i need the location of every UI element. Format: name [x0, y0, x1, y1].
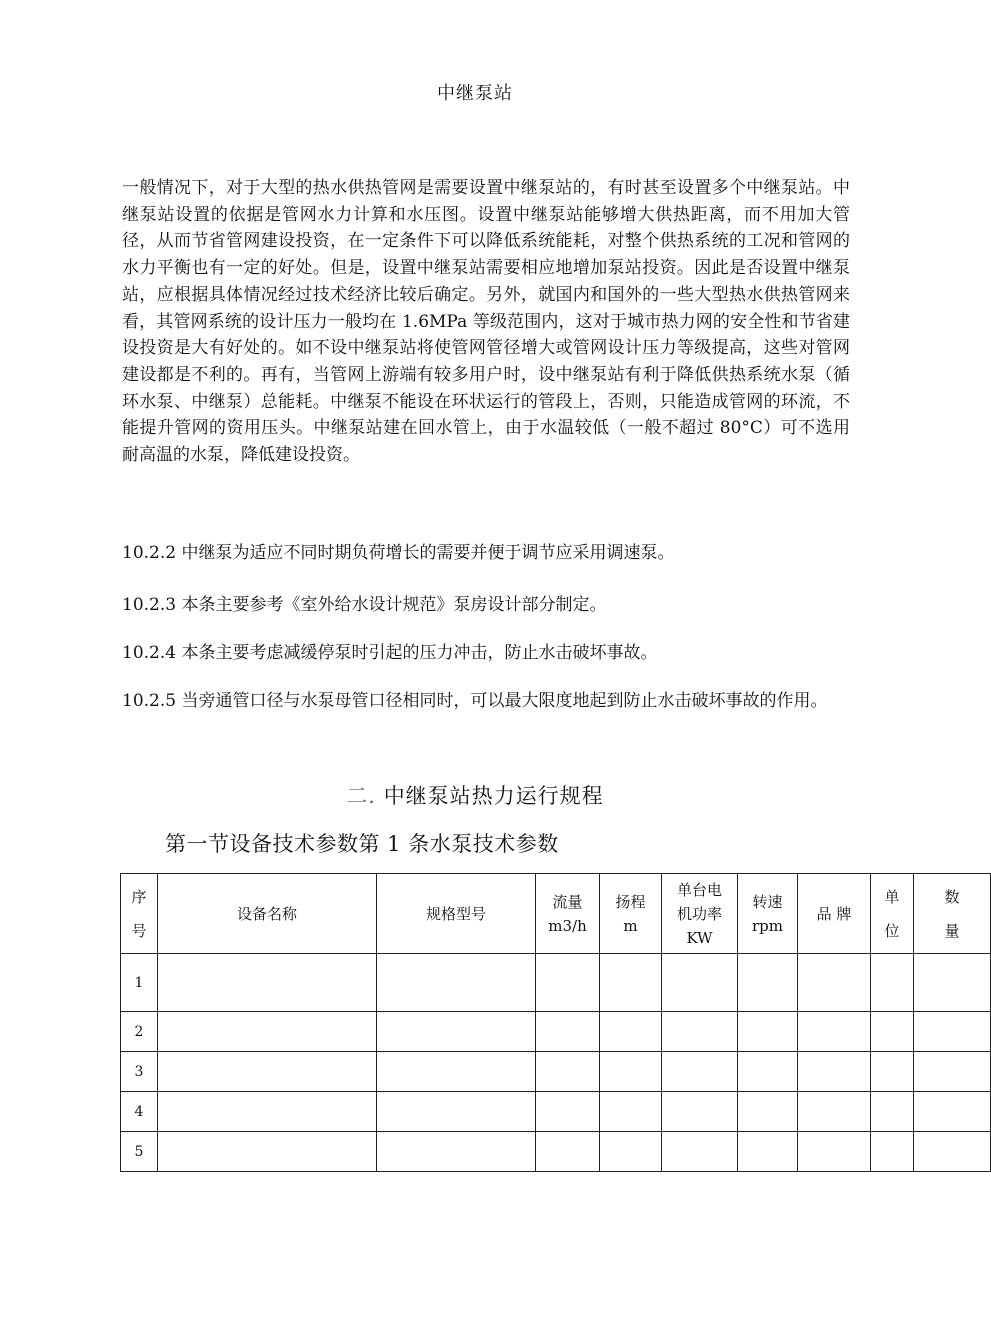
table-row	[121, 1132, 991, 1172]
section-heading-text: 中继泵站热力运行规程	[383, 784, 604, 808]
cell	[600, 1052, 662, 1092]
header-qty-line2: 量	[944, 921, 960, 940]
header-power-line3: KW	[686, 928, 713, 947]
section-heading-prefix: 二.	[346, 784, 376, 808]
table-header-row	[121, 874, 991, 954]
cell	[158, 1052, 377, 1092]
row-number: 5	[121, 1132, 158, 1172]
cell	[798, 1052, 871, 1092]
cell	[738, 954, 798, 1012]
cell	[158, 954, 377, 1012]
cell	[798, 1132, 871, 1172]
table-row	[121, 1052, 991, 1092]
cell	[914, 1052, 991, 1092]
cell	[377, 1092, 536, 1132]
header-head-line1: 扬程	[615, 892, 646, 911]
cell	[158, 1092, 377, 1132]
clause-10-2-3: 10.2.3 本条主要参考《室外给水设计规范》泵房设计部分制定。	[122, 595, 607, 615]
table-row	[121, 1012, 991, 1052]
cell	[871, 954, 914, 1012]
header-name-label: 设备名称	[236, 904, 297, 923]
header-flow-line1: 流量	[552, 892, 583, 911]
cell	[914, 1012, 991, 1052]
cell	[377, 1052, 536, 1092]
cell	[377, 954, 536, 1012]
clause-10-2-5: 10.2.5 当旁通管口径与水泵母管口径相同时，可以最大限度地起到防止水击破坏事故的作用。	[122, 691, 828, 711]
cell	[914, 954, 991, 1012]
cell	[738, 1012, 798, 1052]
header-unit	[871, 874, 914, 954]
cell	[738, 1052, 798, 1092]
header-seq-line1: 序	[131, 887, 147, 906]
header-power-line1: 单台电	[676, 880, 722, 899]
cell	[662, 1012, 738, 1052]
header-speed-line2: rpm	[752, 916, 783, 935]
header-name	[158, 874, 377, 954]
header-model-label: 规格型号	[425, 904, 486, 923]
header-head	[600, 874, 662, 954]
row-number: 3	[121, 1052, 158, 1092]
header-unit-line1: 单	[884, 887, 900, 906]
cell	[536, 1132, 600, 1172]
header-speed-line1: 转速	[752, 892, 783, 911]
clause-10-2-2: 10.2.2 中继泵为适应不同时期负荷增长的需要并便于调节应采用调速泵。	[122, 543, 675, 563]
header-brand	[798, 874, 871, 954]
header-power-line2: 机功率	[676, 904, 722, 923]
intro-paragraph: 一般情况下，对于大型的热水供热管网是需要设置中继泵站的，有时甚至设置多个中继泵站。中继泵站设置的依据是管网水力计算和水压图。设置中继泵站能够增大供热距离，而不用加大管径，从而节省管网建设投资，在一定条件下可以降低系统能耗，对整个供热系统的工况和管网的水力平衡也有一定的好处。但是，设置中继泵站需要相应地增加泵站投资。因此是否设置中继泵站，应根据具体情况经过技术经济比较后确定。另外，就国内和国外的一些大型热水供热管网来看，其管网系统的设计压力一般均在 1.6MPa 等级范围内，这对于城市热力网的安全性和节省建设投资是大有好处的。如不设中继泵站将使管网管径增大或管网设计压力等级提高，这些对管网建设都是不利的。再有，当管网上游端有较多用户时，设中继泵站有利于降低供热系统水泵（循环水泵、中继泵）总能耗。中继泵不能设在环状运行的管段上，否则，只能造成管网的环流，不能提升管网的资用压头。中继泵站建在回水管上，由于水温较低（一般不超过 80°C）可不选用耐高温的水泵，降低建设投资。	[122, 178, 850, 466]
cell	[662, 954, 738, 1012]
header-seq	[121, 874, 158, 954]
cell	[662, 1052, 738, 1092]
header-speed	[738, 874, 798, 954]
header-flow	[536, 874, 600, 954]
row-number: 1	[121, 954, 158, 1012]
sub-heading: 第一节设备技术参数第 1 条水泵技术参数	[165, 832, 559, 856]
cell	[871, 1012, 914, 1052]
cell	[600, 954, 662, 1012]
cell	[662, 1092, 738, 1132]
cell	[871, 1092, 914, 1132]
cell	[377, 1132, 536, 1172]
header-qty-line1: 数	[944, 887, 960, 906]
cell	[600, 1012, 662, 1052]
section-heading	[0, 780, 950, 810]
table-row	[121, 1092, 991, 1132]
header-power	[662, 874, 738, 954]
header-qty	[914, 874, 991, 954]
header-model	[377, 874, 536, 954]
cell	[600, 1132, 662, 1172]
pump-spec-table	[120, 873, 991, 1172]
header-brand-label: 品 牌	[816, 904, 852, 923]
document-title: 中继泵站	[437, 83, 513, 104]
cell	[536, 1052, 600, 1092]
cell	[798, 954, 871, 1012]
cell	[798, 1092, 871, 1132]
cell	[871, 1132, 914, 1172]
cell	[738, 1092, 798, 1132]
row-number: 4	[121, 1092, 158, 1132]
cell	[536, 1092, 600, 1132]
cell	[158, 1132, 377, 1172]
cell	[662, 1132, 738, 1172]
cell	[914, 1092, 991, 1132]
header-seq-line2: 号	[131, 921, 147, 940]
table-row	[121, 954, 991, 1012]
cell	[600, 1092, 662, 1132]
cell	[536, 954, 600, 1012]
cell	[377, 1012, 536, 1052]
cell	[914, 1132, 991, 1172]
clause-10-2-4: 10.2.4 本条主要考虑减缓停泵时引起的压力冲击，防止水击破坏事故。	[122, 643, 658, 663]
cell	[738, 1132, 798, 1172]
cell	[871, 1052, 914, 1092]
header-unit-line2: 位	[884, 921, 900, 940]
cell	[798, 1012, 871, 1052]
header-head-line2: m	[623, 916, 638, 935]
row-number: 2	[121, 1012, 158, 1052]
cell	[536, 1012, 600, 1052]
header-flow-line2: m3/h	[548, 916, 587, 935]
cell	[158, 1012, 377, 1052]
